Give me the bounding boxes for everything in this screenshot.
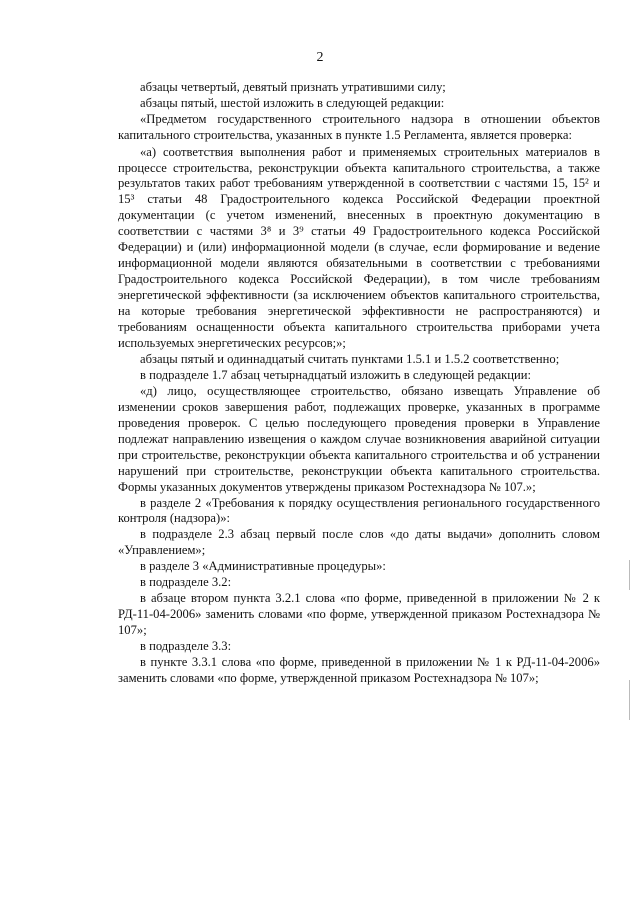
paragraph: в пункте 3.3.1 слова «по форме, приведенной в приложении № 1 к РД-11-04-2006» заменить словами «по форме, утвержденной приказом Ростехнадзора № 107»;: [118, 654, 600, 685]
paragraph: абзацы пятый, шестой изложить в следующей редакции:: [140, 95, 445, 110]
paragraph: абзацы пятый и одиннадцатый считать пунктами 1.5.1 и 1.5.2 соответственно;: [140, 352, 560, 367]
paragraph: абзацы четвертый, девятый признать утратившими силу;: [140, 80, 446, 94]
document-body: [118, 80, 600, 686]
paragraph: в подразделе 1.7 абзац четырнадцатый изложить в следующей редакции:: [140, 368, 532, 383]
paragraph: «а) соответствия выполнения работ и применяемых строительных материалов в процессе строительства, реконструкции объекта капитального строительства, а также результатов таких работ требованиям утвержденной в соответствии с частями 15, 15² и 15³ статьи 48 Градостроительного кодекса Российской Федерации проектной документации (с учетом изменений, внесенных в проектную документацию в соответствии с частями 3⁸ и 3⁹ статьи 49 Градостроительного кодекса Российской Федерации) и (или) информационной модели (в случае, если формирование и ведение информационной модели являются обязательными в соответствии с требованиями Градостроительного кодекса Российской Федерации), в том числе требованиям энергетической эффективности (за исключением объектов капитального строительства, на которые требования энергетической эффективности не распространяются) и требованиям оснащенности объекта капитального строительства приборами учета используемых энергетических ресурсов;»;: [118, 144, 600, 350]
paragraph: в подразделе 2.3 абзац первый после слов «до даты выдачи» дополнить словом «Управлением»;: [118, 527, 600, 558]
scan-artifact: [629, 560, 630, 590]
paragraph: в подразделе 3.2:: [140, 575, 232, 590]
paragraph: в разделе 2 «Требования к порядку осуществления регионального государственного контроля (надзора)»:: [118, 495, 600, 526]
page-number: 2: [316, 50, 324, 65]
paragraph: в абзаце втором пункта 3.2.1 слова «по форме, приведенной в приложении № 2 к РД-11-04-2006» заменить словами «по форме, утвержденной приказом Ростехнадзора № 107»;: [118, 591, 600, 637]
paragraph: в подразделе 3.3:: [140, 638, 232, 653]
paragraph: «д) лицо, осуществляющее строительство, обязано извещать Управление об изменении сроков завершения работ, подлежащих проверке, указанных в программе проведения проверок. С целью последующего проведения проверки в Управление подлежат направлению извещения о каждом случае возникновения аварийной ситуации при строительстве, реконструкции объекта капитального строительства и об устранении нарушений при строительстве, реконструкции объекта капитального строительства. Формы указанных документов утверждены приказом Ростехнадзора № 107.»;: [118, 384, 600, 494]
paragraph: в разделе 3 «Административные процедуры»:: [140, 559, 386, 574]
paragraph: «Предметом государственного строительного надзора в отношении объектов капитального строительства, указанных в пункте 1.5 Регламента, является проверка:: [118, 111, 600, 142]
scan-artifact: [629, 680, 630, 720]
